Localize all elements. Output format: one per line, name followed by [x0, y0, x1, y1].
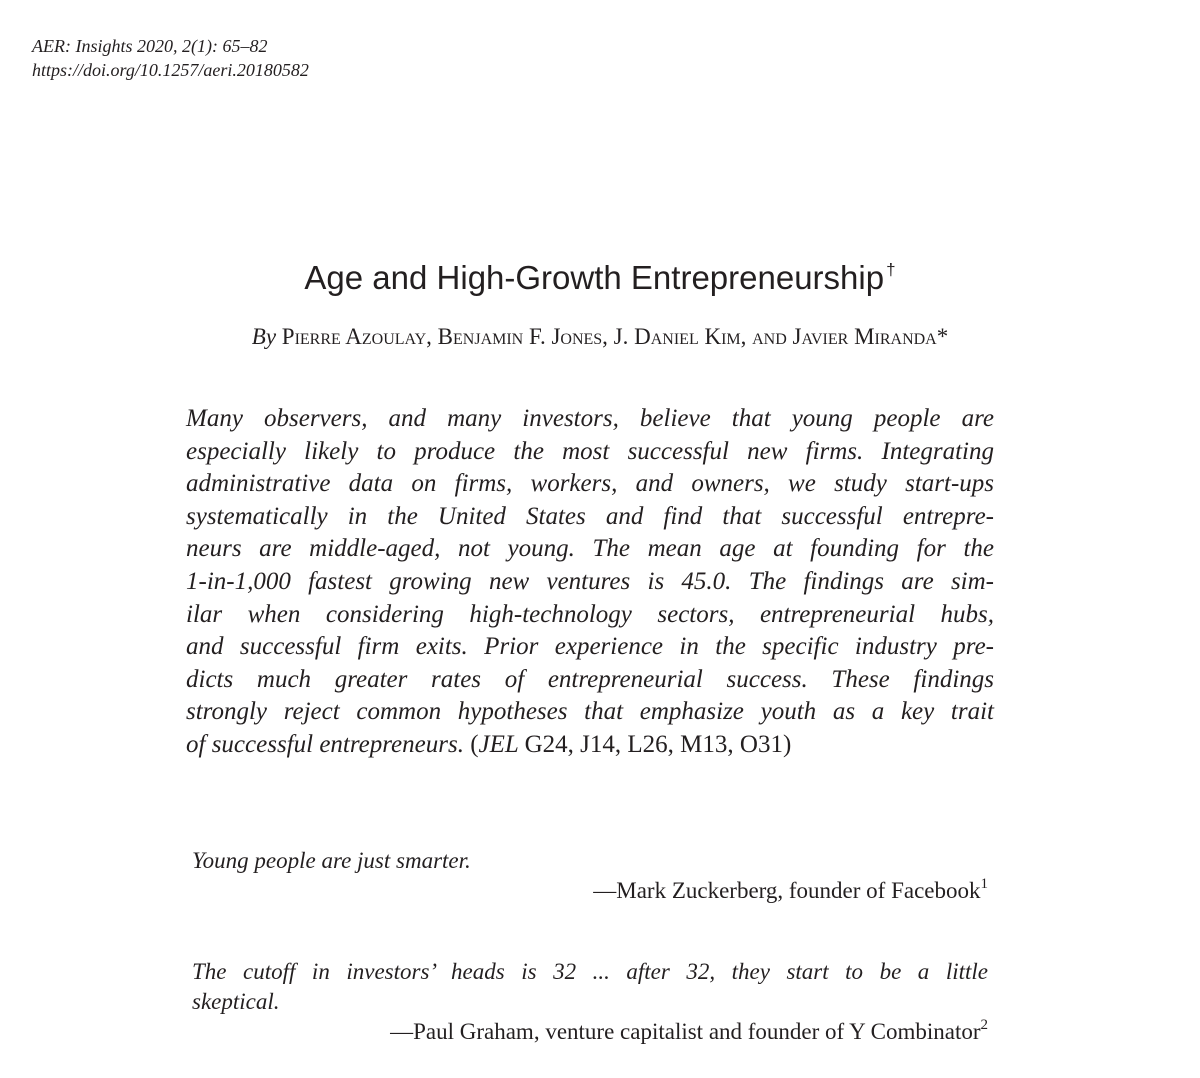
journal-reference: [32, 34, 309, 82]
epigraph-quote: The cutoff in investors’ heads is 32 ... after 32, they start to be a little: [192, 959, 988, 984]
epigraph-attribution: [192, 876, 988, 906]
epigraph-attribution: [192, 1017, 988, 1047]
footnote-marker: 1: [980, 876, 988, 892]
author-footnote-mark: *: [936, 324, 949, 349]
journal-doi: https://doi.org/10.1257/aeri.20180582: [32, 60, 309, 80]
abstract: [186, 403, 994, 762]
epigraph-quote: Young people are just smarter.: [192, 848, 471, 873]
abstract-last-line: [186, 729, 994, 762]
abstract-line: neurs are middle-aged, not young. The mean age at founding for the: [186, 535, 994, 563]
abstract-line: systematically in the United States and find that successful entrepre-: [186, 502, 994, 530]
abstract-line: Many observers, and many investors, believe that young people are: [186, 405, 994, 432]
abstract-line: 1-in-1,000 fastest growing new ventures is 45.0. The findings are sim-: [186, 567, 994, 595]
epigraph-zuckerberg: [192, 846, 988, 906]
abstract-line: and successful firm exits. Prior experience in the specific industry pre-: [186, 633, 994, 661]
epigraph-attribution-text: —Mark Zuckerberg, founder of Facebook: [593, 878, 981, 903]
author-list: Pierre Azoulay, Benjamin F. Jones, J. Daniel Kim, and Javier Miranda: [281, 324, 937, 349]
journal-citation: AER: Insights 2020, 2(1): 65–82: [32, 36, 268, 56]
author-byline: [0, 322, 1200, 352]
abstract-line: dicts much greater rates of entrepreneurial success. These findings: [186, 665, 994, 693]
abstract-line: administrative data on firms, workers, and owners, we study start-ups: [186, 470, 994, 498]
jel-label: JEL: [478, 730, 519, 758]
epigraph-graham: [192, 957, 988, 1047]
jel-open-paren: (: [470, 730, 479, 758]
abstract-line: especially likely to produce the most successful new firms. Integrating: [186, 437, 994, 465]
epigraph-attribution-text: —Paul Graham, venture capitalist and founder of Y Combinator: [390, 1019, 981, 1044]
epigraph-quote: skeptical.: [192, 989, 280, 1014]
title-footnote-mark: †: [886, 260, 896, 280]
paper-title-text: Age and High-Growth Entrepreneurship: [304, 259, 885, 297]
paper-title: [0, 258, 1200, 298]
abstract-last-text: of successful entrepreneurs.: [186, 730, 464, 758]
abstract-line: strongly reject common hypotheses that emphasize youth as a key trait: [186, 698, 994, 726]
byline-by: By: [251, 324, 277, 349]
footnote-marker: 2: [980, 1017, 988, 1033]
jel-codes: G24, J14, L26, M13, O31): [524, 730, 792, 758]
abstract-line: ilar when considering high-technology sectors, entrepreneurial hubs,: [186, 600, 994, 628]
